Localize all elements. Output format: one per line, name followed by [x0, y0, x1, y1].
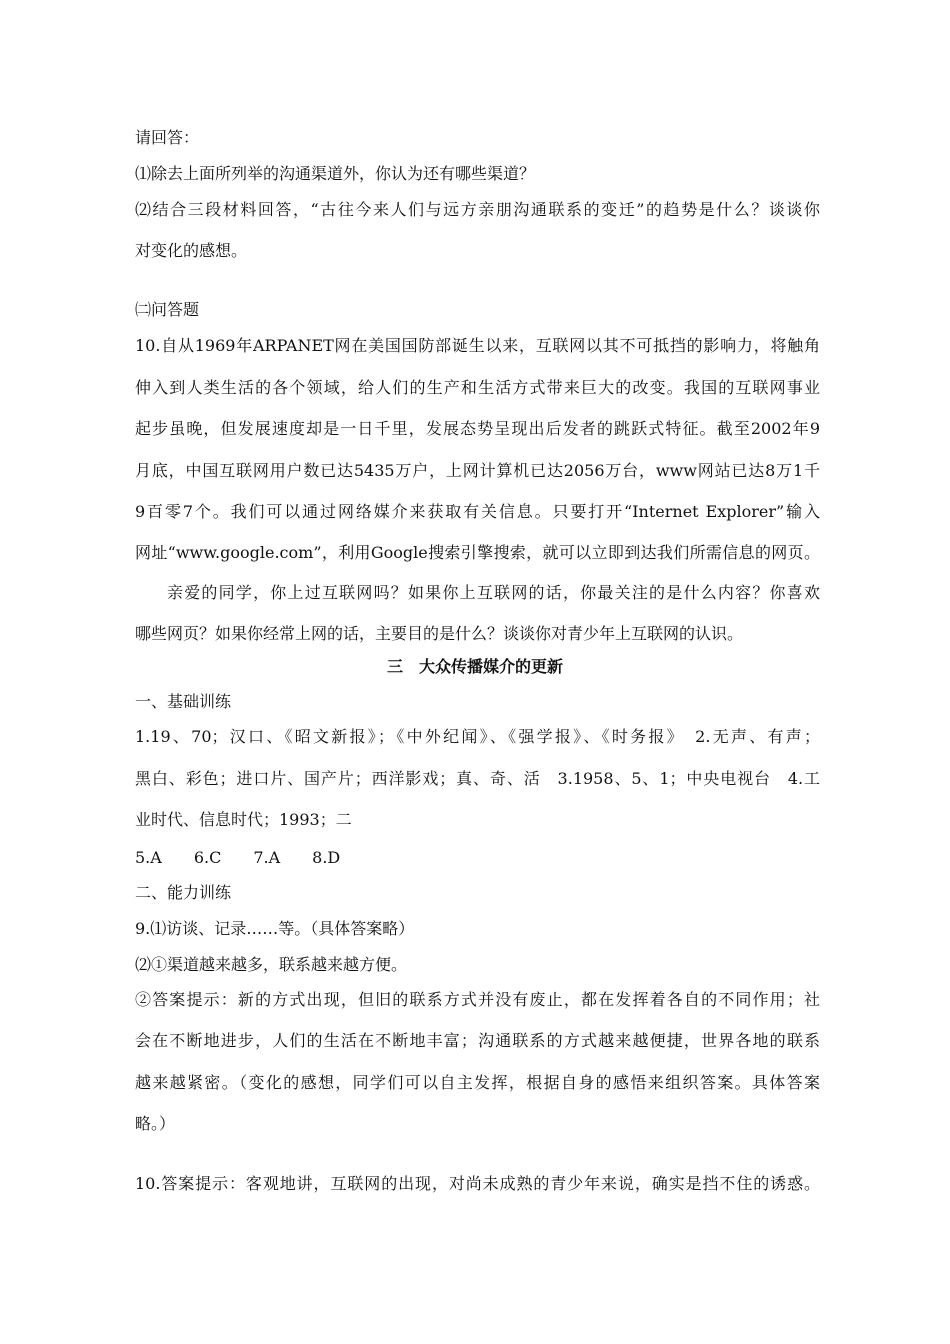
- section-heading: ㈡问答题: [135, 300, 200, 319]
- text-line: 会在不断地进步，人们的生活在不断地丰富；沟通联系的方式越来越便捷，世界各地的联系: [135, 1031, 820, 1050]
- text-line: 5.A 6.C 7.A 8.D: [135, 848, 341, 867]
- text-line: 9百零7个。我们可以通过网络媒介来获取有关信息。只要打开“Internet Explorer”输入: [135, 502, 820, 521]
- text-line: 对变化的感想。: [135, 241, 248, 260]
- text-line: 10.自从1969年ARPANET网在美国国防部诞生以来，互联网以其不可抵挡的影响力，将触角: [135, 336, 820, 355]
- text-line: 网址“www.google.com”，利用Google搜索引擎搜索，就可以立即到达我们所需信息的网页。: [135, 543, 820, 562]
- text-line: ⑴除去上面所列举的沟通渠道外，你认为还有哪些渠道？: [135, 164, 536, 183]
- text-line: 哪些网页？如果你经常上网的话，主要目的是什么？谈谈你对青少年上互联网的认识。: [135, 624, 744, 643]
- text-line: 亲爱的同学，你上过互联网吗？如果你上互联网的话，你最关注的是什么内容？你喜欢: [167, 583, 820, 602]
- text-line: 略。）: [135, 1114, 176, 1133]
- text-line: 月底，中国互联网用户数已达5435万户，上网计算机已达2056万台，www网站已达8万1千: [135, 461, 820, 480]
- chapter-title: 三 大众传播媒介的更新: [386, 657, 563, 676]
- text-line: 1.19、70；汉口、《昭文新报》；《中外纪闻》、《强学报》、《时务报》 2.无声、有声；: [135, 727, 820, 746]
- text-line: ⑵结合三段材料回答，“古往今来人们与远方亲朋沟通联系的变迁”的趋势是什么？谈谈你: [135, 200, 820, 219]
- text-line: 业时代、信息时代；1993；二: [135, 810, 352, 829]
- section-heading: 一、基础训练: [135, 692, 232, 711]
- text-line: 伸入到人类生活的各个领域，给人们的生产和生活方式带来巨大的改变。我国的互联网事业: [135, 378, 820, 397]
- text-line: 黑白、彩色；进口片、国产片；西洋影戏；真、奇、活 3.1958、5、1；中央电视台 4.工: [135, 769, 820, 788]
- text-line: ⑵①渠道越来越多，联系越来越方便。: [135, 955, 408, 974]
- text-line: 请回答：: [135, 128, 200, 147]
- text-line: ②答案提示：新的方式出现，但旧的联系方式并没有废止，都在发挥着各自的不同作用；社: [135, 990, 820, 1009]
- text-line: 10.答案提示：客观地讲，互联网的出现，对尚未成熟的青少年来说，确实是挡不住的诱惑。: [135, 1174, 820, 1193]
- text-line: 9.⑴访谈、记录……等。（具体答案略）: [135, 919, 415, 938]
- text-line: 越来越紧密。（变化的感想，同学们可以自主发挥，根据自身的感悟来组织答案。具体答案: [135, 1073, 820, 1092]
- text-line: 起步虽晚，但发展速度却是一日千里，发展态势呈现出后发者的跳跃式特征。截至2002年9: [135, 419, 820, 438]
- section-heading: 二、能力训练: [135, 883, 232, 902]
